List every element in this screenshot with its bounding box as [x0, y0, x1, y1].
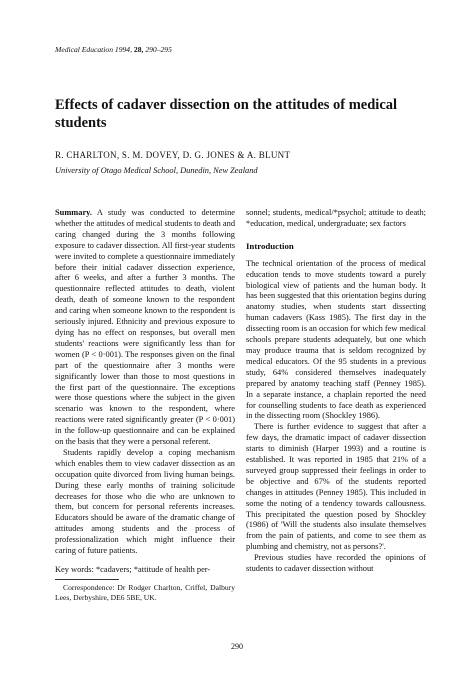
- journal-pages: 290–295: [145, 45, 172, 54]
- keywords-text-left: *cadavers; *attitude of health per-: [95, 565, 211, 574]
- intro-paragraph-3: Previous studies have recorded the opinions of students to cadaver dissection without: [246, 553, 426, 574]
- page-number: 290: [231, 642, 243, 651]
- journal-name: Medical Education: [55, 45, 113, 54]
- summary-text: A study was conducted to determine whether the attitudes of medical students to death and caring changed during the 3 months following exposure to cadaver dissection. All first-year students were invited to complete a questionnaire immediately before their initial cadaver dissection experience, after 6 weeks, and after a further 3 months. The questionnaire reflected attitudes to death, violent death, death of someone known to the respondent and caring when someone known to the respondent is seriously injured. Ethnicity and previous exposure to dying has no effect on responses, but overall men students' reactions were significantly less than for women (P < 0·001). The responses given on the final part of the questionnaire after 3 months were significantly lower than those to most questions in the first part of the questionnaire. The exceptions were those questions where the subject in the given scenario was known to the respondent, where reactions were rated significantly greater (P < 0·001) in the follow-up questionnaire and can be explained on the basis that they were a personal referent.: [55, 208, 236, 447]
- journal-citation: [55, 45, 172, 55]
- section-heading-introduction: Introduction: [246, 240, 294, 251]
- intro-paragraph-2: There is further evidence to suggest that after a few days, the dramatic impact of cadaver dissection starts to diminish (Harper 1993) and a routine is established. It was reported in 1985 that 21% of a surveyed group suppressed their feelings in order to be objective and 67% of the students reported changes in attitudes (Penney 1985). This included in some the noting of a tendency towards callousness. This precipitated the question posed by Shockley (1986) of 'Will the students also insulate themselves from the pain of patients, and come to see them as plumbing and chemistry, not as persons?'.: [246, 422, 426, 552]
- summary-paragraph: [55, 208, 235, 448]
- journal-volume: 28,: [133, 45, 144, 54]
- right-column: [246, 208, 426, 575]
- intro-paragraph-1: The technical orientation of the process of medical education tends to move students toward a purely biological view of patients and the human body. It has been suggested that this orientation begins during anatomy studies, when students start dissecting human cadavers (Kass 1985). The first day in the dissecting room is an occasion for which few medical schools prepare students adequately, but one which may produce trauma that is seldom recognized by medical educators. Of the 95 students in a previous study, 64% considered themselves inadequately prepared by anatomy teaching staff (Penney 1985). In a separate instance, a chaplain reported the need for counselling students to face death as experienced in the dissecting room (Shockley 1986).: [246, 258, 427, 421]
- keywords-label: Key words:: [55, 565, 94, 574]
- summary-label: Summary.: [55, 208, 92, 217]
- summary-paragraph-2: Students rapidly develop a coping mechanism which enables them to view cadaver dissection as an occupation quite divorced from living human beings. During these early months of training solicitude decreases for those who die who are unknown to them, but concern for personal referents increases. Educators should be aware of the dramatic change of attitudes among students and the process of professionalization which might influence their caring of future patients.: [55, 447, 235, 556]
- affiliation: University of Otago Medical School, Dunedin, New Zealand: [55, 166, 258, 175]
- author-list: R. CHARLTON, S. M. DOVEY, D. G. JONES & A. BLUNT: [55, 150, 291, 160]
- footnote-divider: [55, 579, 119, 580]
- left-column: [55, 208, 235, 603]
- correspondence-note: Correspondence: Dr Rodger Charlton, Criffel, Dalbury Lees, Derbyshire, DE6 5BE, UK.: [55, 582, 235, 602]
- keywords-line: [55, 565, 235, 576]
- journal-year: 1994,: [114, 45, 132, 54]
- article-title: Effects of cadaver dissection on the attitudes of medical students: [55, 97, 398, 131]
- keywords-continued: sonnel; students, medical/*psychol; attitude to death; *education, medical, undergraduate; sex factors: [246, 208, 426, 228]
